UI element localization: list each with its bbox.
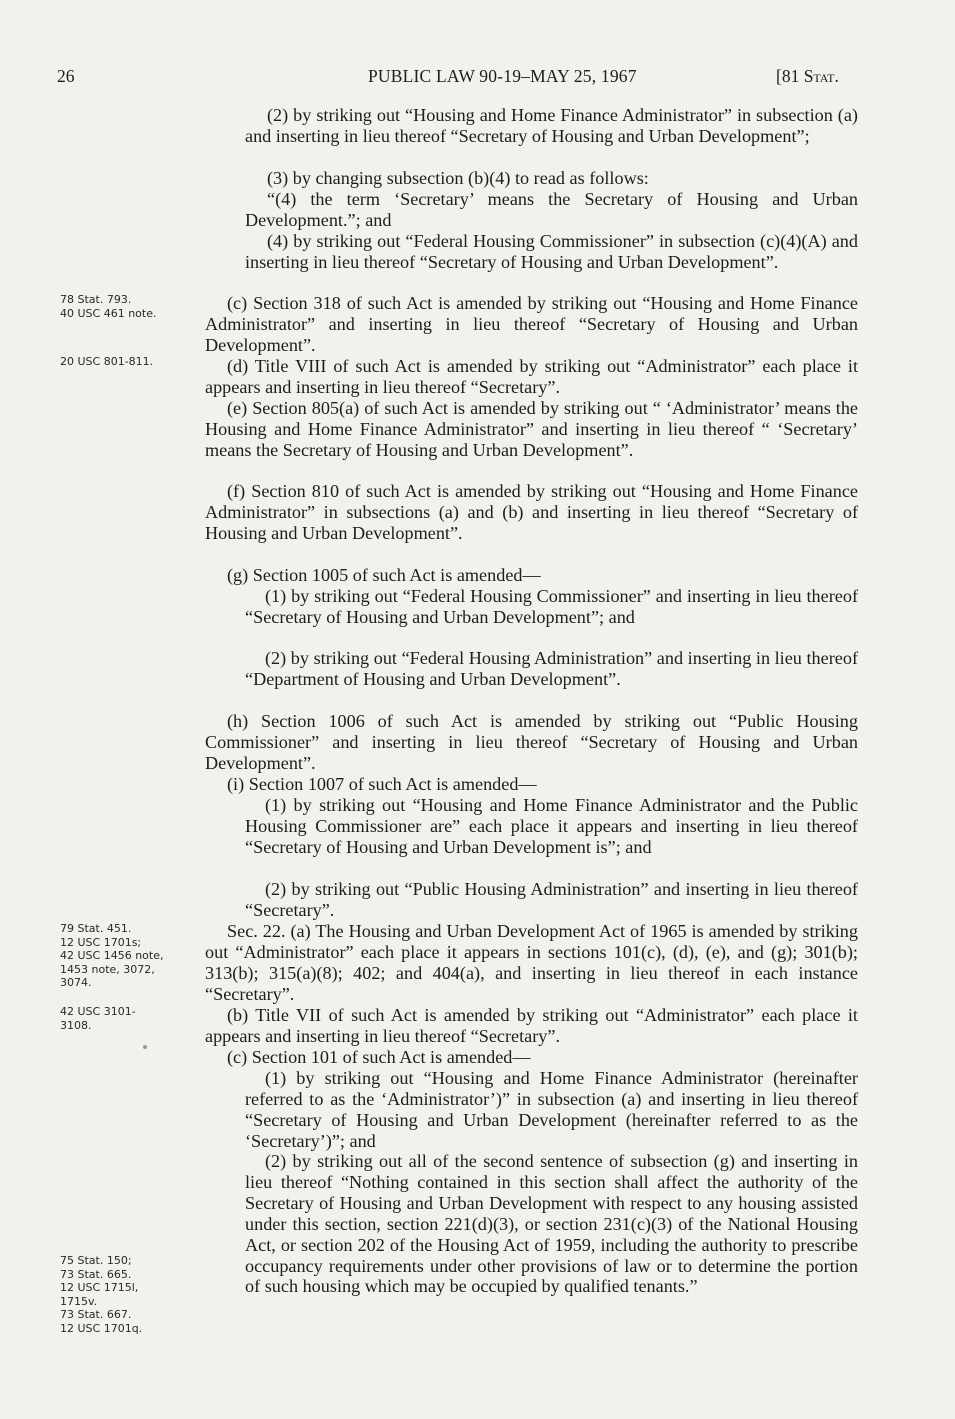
scan-speck: [143, 1045, 147, 1049]
section-paragraph: Sec. 22. (a) The Housing and Urban Development Act of 1965 is amended by striking out “Administrator” each place it appears in sections 101(c), (d), (e), and (g); 301(b); 313(b); 315(a)(8); 402; and 404(a), and inserting in lieu thereof in each instance “Secretary”.: [205, 921, 858, 1004]
statute-reference: [81 Stat.: [776, 66, 839, 86]
clause-paragraph: (1) by striking out “Housing and Home Finance Administrator and the Public Housing Commissioner are” each place it appears and inserting in lieu thereof “Secretary of Housing and Urban Development is”; and: [245, 795, 858, 857]
section-paragraph: (e) Section 805(a) of such Act is amended by striking out “ ‘Administrator’ means the Housing and Home Finance Administrator” and inserting in lieu thereof “ ‘Secretary’ means the Secretary of Housing and Urban Development”.: [205, 398, 858, 460]
page-running-title: PUBLIC LAW 90-19–MAY 25, 1967: [368, 66, 637, 86]
margin-note: 20 USC 801-811.: [60, 355, 154, 368]
clause-paragraph: (2) by striking out “Housing and Home Finance Administrator” in subsection (a) and inserting in lieu thereof “Secretary of Housing and Urban Development”;: [245, 105, 858, 146]
section-paragraph: (d) Title VIII of such Act is amended by striking out “Administrator” each place it appears and inserting in lieu thereof “Secretary”.: [205, 356, 858, 397]
margin-note: 79 Stat. 451. 12 USC 1701s; 42 USC 1456 note, 1453 note, 3072, 3074.: [60, 922, 164, 989]
section-paragraph: (g) Section 1005 of such Act is amended—: [227, 565, 541, 585]
margin-note: 42 USC 3101- 3108.: [60, 1005, 136, 1032]
clause-paragraph: (1) by striking out “Federal Housing Commissioner” and inserting in lieu thereof “Secretary of Housing and Urban Development”; and: [245, 586, 858, 627]
section-paragraph: (h) Section 1006 of such Act is amended by striking out “Public Housing Commissioner” and inserting in lieu thereof “Secretary of Housing and Urban Development”.: [205, 711, 858, 773]
margin-note: 78 Stat. 793. 40 USC 461 note.: [60, 293, 157, 320]
clause-paragraph: (3) by changing subsection (b)(4) to read as follows:: [267, 168, 649, 188]
page-header: [0, 66, 955, 94]
clause-paragraph: (4) by striking out “Federal Housing Commissioner” in subsection (c)(4)(A) and inserting in lieu thereof “Secretary of Housing and Urban Development”.: [245, 231, 858, 272]
clause-paragraph: (1) by striking out “Housing and Home Finance Administrator (hereinafter referred to as the ‘Administrator’)” in subsection (a) and inserting in lieu thereof “Secretary of Housing and Urban Development (hereinafter referred to as the ‘Secretary’)”; and: [245, 1068, 858, 1151]
page-number: 26: [57, 66, 75, 86]
margin-note: 75 Stat. 150; 73 Stat. 665. 12 USC 1715l, 1715v. 73 Stat. 667. 12 USC 1701q.: [60, 1254, 143, 1335]
clause-paragraph: “(4) the term ‘Secretary’ means the Secretary of Housing and Urban Development.”; and: [245, 189, 858, 230]
section-paragraph: (c) Section 318 of such Act is amended by striking out “Housing and Home Finance Administrator” and inserting in lieu thereof “Secretary of Housing and Urban Development”.: [205, 293, 858, 355]
section-paragraph: (i) Section 1007 of such Act is amended—: [227, 774, 537, 794]
section-paragraph: (b) Title VII of such Act is amended by striking out “Administrator” each place it appears and inserting in lieu thereof “Secretary”.: [205, 1005, 858, 1046]
section-paragraph: (f) Section 810 of such Act is amended by striking out “Housing and Home Finance Administrator” in subsections (a) and (b) and inserting in lieu thereof “Secretary of Housing and Urban Development”.: [205, 481, 858, 543]
section-paragraph: (c) Section 101 of such Act is amended—: [227, 1047, 531, 1067]
clause-paragraph: (2) by striking out all of the second sentence of subsection (g) and inserting in lieu thereof “Nothing contained in this section shall affect the authority of the Secretary of Housing and Urban Development with respect to any housing assisted under this section, section 221(d)(3), or section 231(c)(3) of the National Housing Act, or section 202 of the Housing Act of 1959, including the authority to prescribe occupancy requirements under other provisions of law or to determine the portion of such housing which may be occupied by qualified tenants.”: [245, 1151, 858, 1297]
clause-paragraph: (2) by striking out “Public Housing Administration” and inserting in lieu thereof “Secretary”.: [245, 879, 858, 920]
clause-paragraph: (2) by striking out “Federal Housing Administration” and inserting in lieu thereof “Department of Housing and Urban Development”.: [245, 648, 858, 689]
